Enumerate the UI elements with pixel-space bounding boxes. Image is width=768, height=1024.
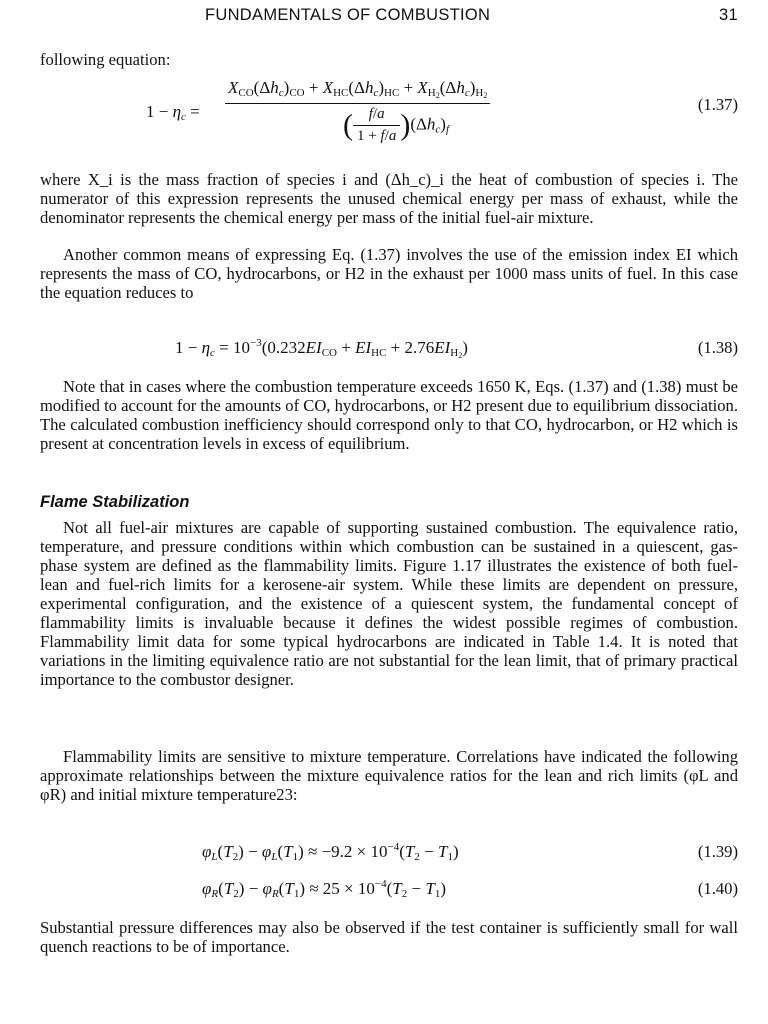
- equation-1-40: $\varphi_R(T_2) - \varphi_R(T_1) \approx 25 \times 10^{-4}(T_2 - T_1)$ (1.40): [202, 878, 738, 900]
- equation-1-37: $1 - \eta_c$ = $X_{CO}(\Delta h_c)_{CO} + X_{HC}(\Delta h_c)_{HC} + X_{H2}(\Delta h_c)_{H2}$ ( $\frac{f/a}{1 + f/a}$ )$(\Delta h_c)_f$ (1.37): [146, 78, 738, 144]
- temperature-paragraph: Flammability limits are sensitive to mixture temperature. Correlations have indicated the following approximate relationships between the mixture equivalence ratios for the lean and rich limits (φL and φR) and initial mixture temperature23:: [40, 747, 738, 804]
- equation-1-37-number: (1.37): [697, 95, 738, 114]
- where-paragraph: where X_i is the mass fraction of species i and (Δh_c)_i the heat of combustion of species i. The numerator of this expression represents the unused chemical energy per mass of exhaust, while the denominator represents the chemical energy per mass of the initial fuel-air mixture.: [40, 170, 738, 227]
- equation-1-38-number: (1.38): [697, 338, 738, 357]
- equation-1-38: $1 - \eta_c = 10^{-3}(0.232EI_{CO} + EI_{HC} + 2.76EI_{H2})$ (1.38): [175, 337, 738, 360]
- intro-paragraph: following equation:: [40, 50, 171, 69]
- page-number: 31: [719, 6, 738, 24]
- section-heading: Flame Stabilization: [40, 493, 190, 511]
- flammability-paragraph: Not all fuel-air mixtures are capable of supporting sustained combustion. The equivalence ratio, temperature, and pressure conditions within which combustion can be sustained in a quiescent, gas-phase system are defined as the flammability limits. Figure 1.17 illustrates the existence of both fuel-lean and fuel-rich limits for a kerosene-air system. While these limits are dependent on pressure, experimental configuration, and the existence of a quiescent system, the fundamental concept of flammability limits is invaluable because it defines the widest possible regimes of combustion. Flammability limit data for some typical hydrocarbons are indicated in Table 1.4. It is noted that variations in the limiting equivalence ratio are not substantial for the lean limit, that of primary practical importance to the combustor designer.: [40, 518, 738, 689]
- running-head-title: FUNDAMENTALS OF COMBUSTION: [205, 6, 491, 24]
- pressure-paragraph: Substantial pressure differences may also be observed if the test container is sufficiently small for wall quench reactions to be of importance.: [40, 918, 738, 956]
- equation-1-39-number: (1.39): [697, 842, 738, 861]
- running-head: [40, 6, 738, 28]
- equation-1-39: $\varphi_L(T_2) - \varphi_L(T_1) \approx -9.2 \times 10^{-4}(T_2 - T_1)$ (1.39): [202, 841, 738, 863]
- dissociation-note-paragraph: Note that in cases where the combustion temperature exceeds 1650 K, Eqs. (1.37) and (1.38) must be modified to account for the amounts of CO, hydrocarbons, or H2 present due to equilibrium dissociation. The calculated combustion inefficiency should correspond only to that CO, hydrocarbon, or H2 which is present at concentration levels in excess of equilibrium.: [40, 377, 738, 453]
- equation-1-40-number: (1.40): [697, 879, 738, 898]
- emission-index-paragraph: Another common means of expressing Eq. (1.37) involves the use of the emission index EI which represents the mass of CO, hydrocarbons, or H2 in the exhaust per 1000 mass units of fuel. In this case the equation reduces to: [40, 245, 738, 302]
